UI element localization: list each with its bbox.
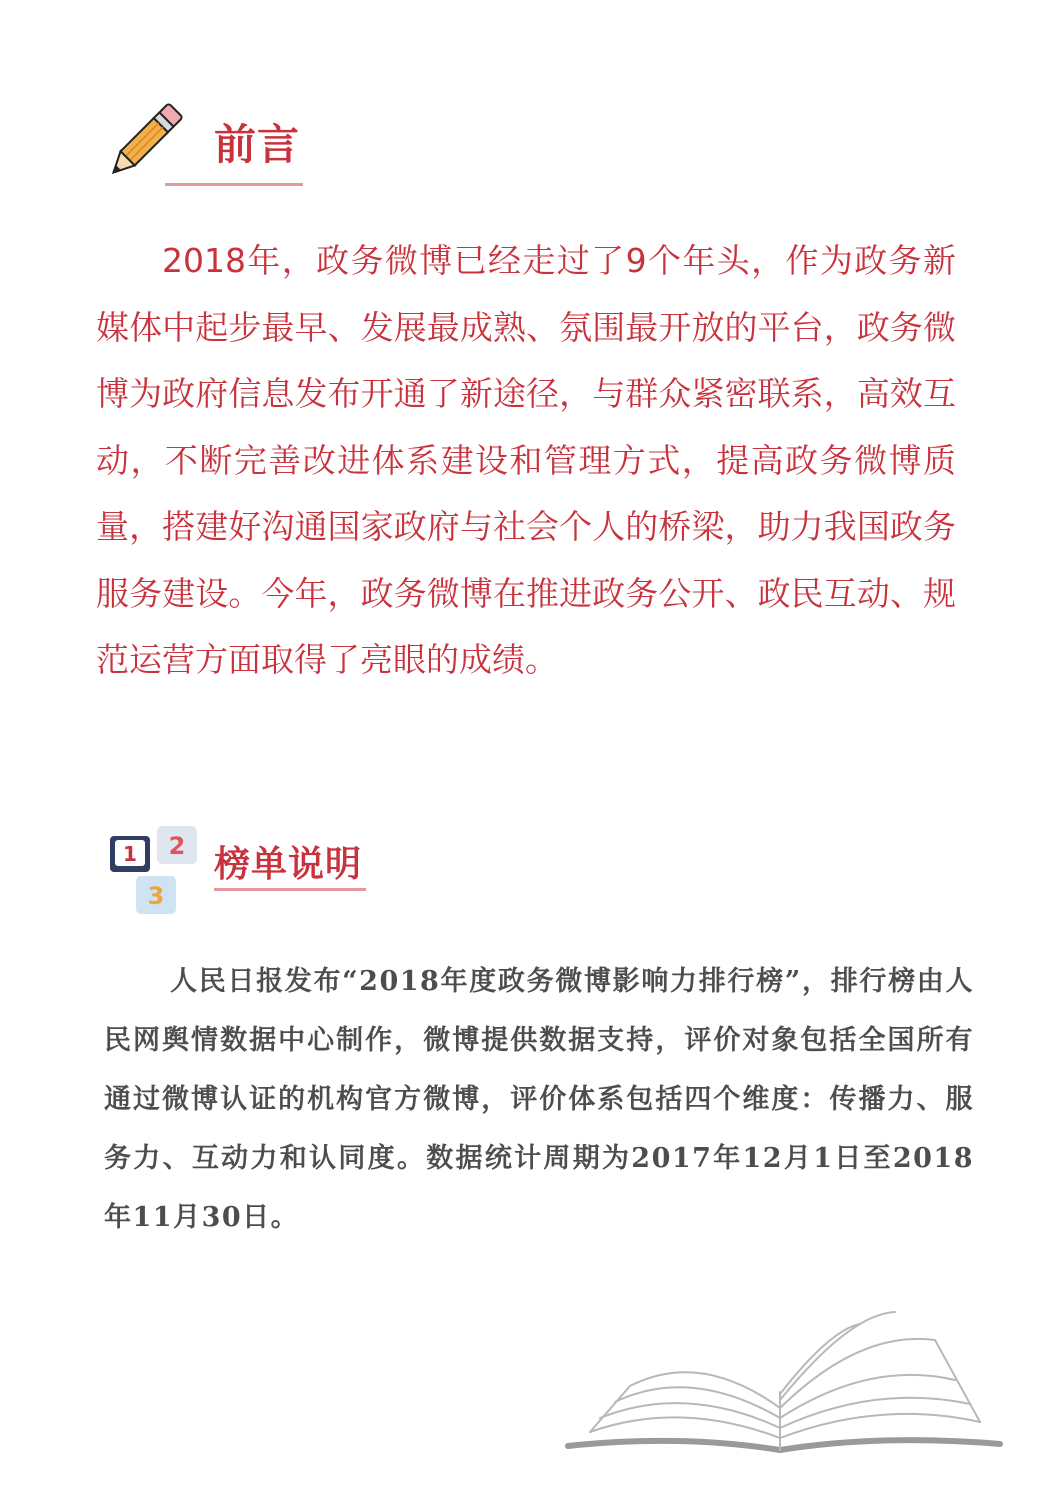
- ranking-title-underline: [214, 888, 366, 891]
- preface-title: 前言: [214, 120, 301, 169]
- block-label-2: 2: [168, 832, 186, 860]
- pencil-icon: [96, 90, 196, 190]
- preface-paragraph: 2018年，政务微博已经走过了9个年头，作为政务新媒体中起步最早、发展最成熟、氛围最开放的平台，政务微博为政府信息发布开通了新途径，与群众紧密联系，高效互动，不断完善改进体系建设和管理方式，提高政务微博质量，搭建好沟通国家政府与社会个人的桥梁，助力我国政务服务建设。今年，政务微博在推进政务公开、政民互动、规范运营方面取得了亮眼的成绩。: [96, 241, 956, 679]
- block-label-1: 1: [123, 842, 137, 866]
- number-blocks-icon: [104, 822, 202, 918]
- ranking-title: 榜单说明: [214, 844, 363, 885]
- preface-title-underline: [165, 183, 303, 186]
- ranking-paragraph: 人民日报发布“2018年度政务微博影响力排行榜”，排行榜由人民网舆情数据中心制作，微博提供数据支持，评价对象包括全国所有通过微博认证的机构官方微博，评价体系包括四个维度：传播力、服务力、互动力和认同度。数据统计周期为2017年12月1日至2018年11月30日。: [104, 966, 974, 1233]
- open-book-icon: [560, 1300, 1010, 1460]
- block-label-3: 3: [147, 882, 165, 910]
